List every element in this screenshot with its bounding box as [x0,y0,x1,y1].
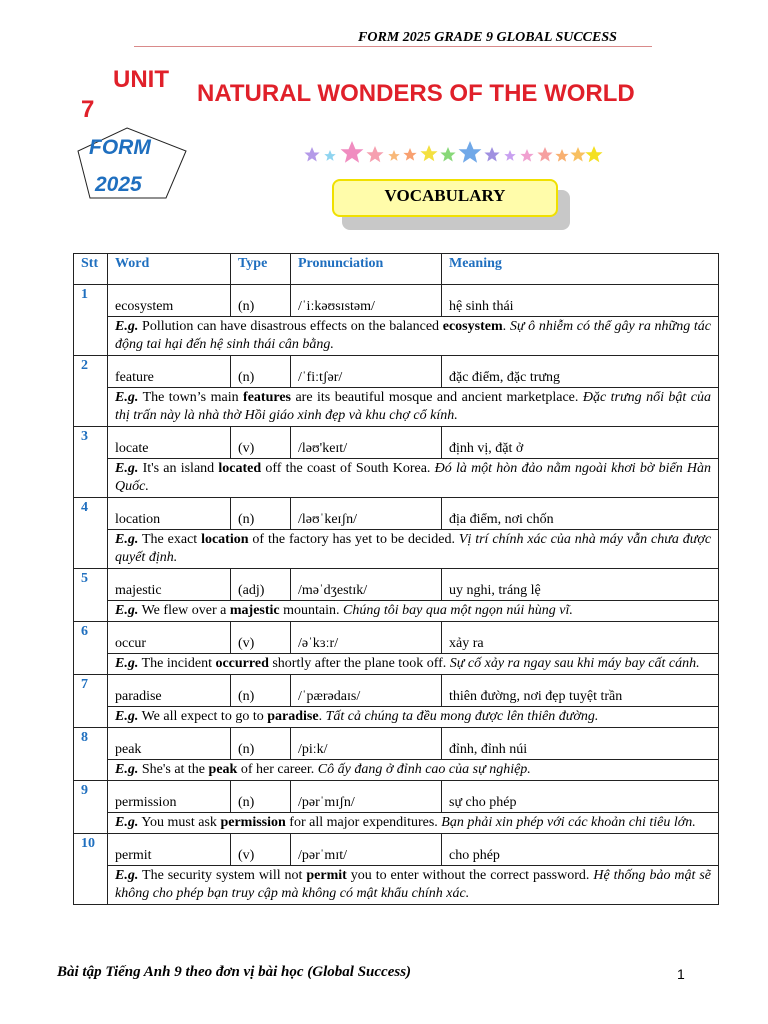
unit-number: 7 [81,96,95,123]
example-row [74,813,719,834]
example-text: We all expect to go to [141,709,268,724]
word-cell: majestic [108,569,231,601]
stt-cell: 6 [74,622,108,675]
example-text: It's an island [142,461,219,476]
example-cell [108,707,719,728]
meaning-cell: đỉnh, đỉnh núi [442,728,719,760]
footer-text: Bài tập Tiếng Anh 9 theo đơn vị bài học (Global Success) [57,964,412,980]
meaning-cell: địa điểm, nơi chốn [442,498,719,530]
example-row [74,459,719,498]
example-keyword: peak [208,762,238,777]
example-text-end: . [318,709,323,724]
meaning-cell: sự cho phép [442,781,719,813]
table-row [74,781,719,813]
word-cell: feature [108,356,231,388]
example-text: The exact [141,532,202,547]
example-translation: Vị trí chính xác của nhà máy vẫn chưa được quyết định. [115,532,712,565]
pronunciation-cell: /pərˈmɪt/ [291,834,442,866]
example-row [74,760,719,781]
decorative-stars [302,140,604,168]
example-label: E.g. [115,656,139,671]
pronunciation-cell: /pərˈmɪʃn/ [291,781,442,813]
col-header-word: Word [108,254,231,285]
type-cell: (n) [231,781,291,813]
example-label: E.g. [115,603,139,618]
stt-cell: 7 [74,675,108,728]
col-header-pronunciation: Pronunciation [291,254,442,285]
word-cell: permit [108,834,231,866]
example-translation: Cô ấy đang ở đỉnh cao của sự nghiệp. [317,762,531,777]
meaning-cell: thiên đường, nơi đẹp tuyệt trần [442,675,719,707]
table-row [74,569,719,601]
example-cell [108,530,719,569]
word-cell: paradise [108,675,231,707]
stt-cell: 3 [74,427,108,498]
table-row [74,675,719,707]
example-row [74,530,719,569]
badge-line-2: 2025 [95,173,142,196]
example-text-end: of the factory has yet to be decided. [248,532,455,547]
example-row [74,388,719,427]
example-text-end: are its beautiful mosque and ancient marketplace. [291,390,579,405]
example-translation: Sự cố xảy ra ngay sau khi máy bay cất cánh. [449,656,700,671]
stars-icon [302,140,604,168]
example-row [74,707,719,728]
example-keyword: located [218,461,262,476]
header-divider [134,46,652,47]
example-cell [108,654,719,675]
example-keyword: permit [306,868,347,883]
example-label: E.g. [115,709,139,724]
example-row [74,654,719,675]
stt-cell: 9 [74,781,108,834]
example-translation: Sự ô nhiễm có thể gây ra những tác động tai hại đến hệ sinh thái cân bằng. [115,319,711,352]
example-text: The security system will not [142,868,307,883]
stt-cell: 8 [74,728,108,781]
example-label: E.g. [115,319,139,334]
type-cell: (n) [231,675,291,707]
example-keyword: occurred [215,656,269,671]
badge-line-1: FORM [89,136,151,159]
example-text: The town’s main [142,390,244,405]
type-cell: (n) [231,728,291,760]
word-cell: occur [108,622,231,654]
table-row [74,427,719,459]
example-text-end: of her career. [237,762,315,777]
col-header-stt: Stt [74,254,108,285]
stt-cell: 10 [74,834,108,905]
table-row [74,622,719,654]
form-badge [75,125,190,200]
col-header-meaning: Meaning [442,254,719,285]
example-translation: Chúng tôi bay qua một ngọn núi hùng vĩ. [343,603,573,618]
table-header-row [74,254,719,285]
type-cell: (n) [231,356,291,388]
pronunciation-cell: /əˈkɜːr/ [291,622,442,654]
example-cell [108,813,719,834]
example-text: The incident [141,656,216,671]
example-keyword: features [243,390,291,405]
example-translation: Đặc trưng nổi bật của thị trấn này là nhà thờ Hồi giáo xinh đẹp và khu chợ cổ kính. [115,390,711,423]
example-text-end: off the coast of South Korea. [261,461,431,476]
meaning-cell: định vị, đặt ở [442,427,719,459]
table-row [74,834,719,866]
meaning-cell: xảy ra [442,622,719,654]
table-row [74,498,719,530]
example-translation: Tất cả chúng ta đều mong được lên thiên đường. [325,709,599,724]
unit-label: UNIT [113,66,169,93]
table-row [74,728,719,760]
example-text: We flew over a [141,603,230,618]
type-cell: (adj) [231,569,291,601]
example-label: E.g. [115,762,139,777]
stt-cell: 5 [74,569,108,622]
example-translation: Đó là một hòn đảo nằm ngoài khơi bờ biển Hàn Quốc. [115,461,712,494]
example-translation: Bạn phải xin phép với các khoản chi tiêu lớn. [441,815,696,830]
example-label: E.g. [115,532,139,547]
meaning-cell: cho phép [442,834,719,866]
example-row [74,601,719,622]
example-text: Pollution can have disastrous effects on the balanced [142,319,443,334]
pronunciation-cell: /məˈdʒestɪk/ [291,569,442,601]
pronunciation-cell: /piːk/ [291,728,442,760]
example-keyword: paradise [267,709,319,724]
example-text-end: for all major expenditures. [285,815,438,830]
word-cell: peak [108,728,231,760]
example-keyword: location [201,532,249,547]
example-keyword: ecosystem [442,319,503,334]
example-keyword: permission [220,815,286,830]
example-cell [108,866,719,905]
pronunciation-cell: /ləʊ'keɪt/ [291,427,442,459]
word-cell: locate [108,427,231,459]
example-cell [108,388,719,427]
example-text: She's at the [141,762,209,777]
example-translation: Hệ thống bảo mật sẽ không cho phép bạn truy cập mà không có mật khẩu chính xác. [115,868,711,901]
stt-cell: 2 [74,356,108,427]
page-number: 1 [677,966,685,982]
vocabulary-heading: VOCABULARY [332,179,558,217]
type-cell: (v) [231,622,291,654]
table-row [74,356,719,388]
meaning-cell: đặc điểm, đặc trưng [442,356,719,388]
unit-title: NATURAL WONDERS OF THE WORLD [197,80,635,107]
pronunciation-cell: /ˈpærədaɪs/ [291,675,442,707]
col-header-type: Type [231,254,291,285]
example-cell [108,760,719,781]
example-cell [108,317,719,356]
meaning-cell: uy nghi, tráng lệ [442,569,719,601]
stt-cell: 4 [74,498,108,569]
example-text: You must ask [141,815,221,830]
pronunciation-cell: /ˈfiːtʃər/ [291,356,442,388]
example-text-end: shortly after the plane took off. [268,656,447,671]
type-cell: (v) [231,427,291,459]
stt-cell: 1 [74,285,108,356]
example-keyword: majestic [229,603,280,618]
vocabulary-table [73,253,719,905]
example-label: E.g. [115,868,139,883]
example-label: E.g. [115,815,139,830]
example-text-end: you to enter without the correct password. [346,868,590,883]
type-cell: (n) [231,498,291,530]
example-label: E.g. [115,390,139,405]
example-text-end: . [502,319,507,334]
example-text-end: mountain. [279,603,340,618]
word-cell: ecosystem [108,285,231,317]
type-cell: (v) [231,834,291,866]
table-row [74,285,719,317]
example-cell [108,601,719,622]
meaning-cell: hệ sinh thái [442,285,719,317]
example-cell [108,459,719,498]
word-cell: permission [108,781,231,813]
pronunciation-cell: /ˈiːkəʊsɪstəm/ [291,285,442,317]
example-label: E.g. [115,461,139,476]
type-cell: (n) [231,285,291,317]
example-row [74,866,719,905]
example-row [74,317,719,356]
header-title: FORM 2025 GRADE 9 GLOBAL SUCCESS [358,30,617,45]
word-cell: location [108,498,231,530]
pronunciation-cell: /ləʊˈkeɪʃn/ [291,498,442,530]
